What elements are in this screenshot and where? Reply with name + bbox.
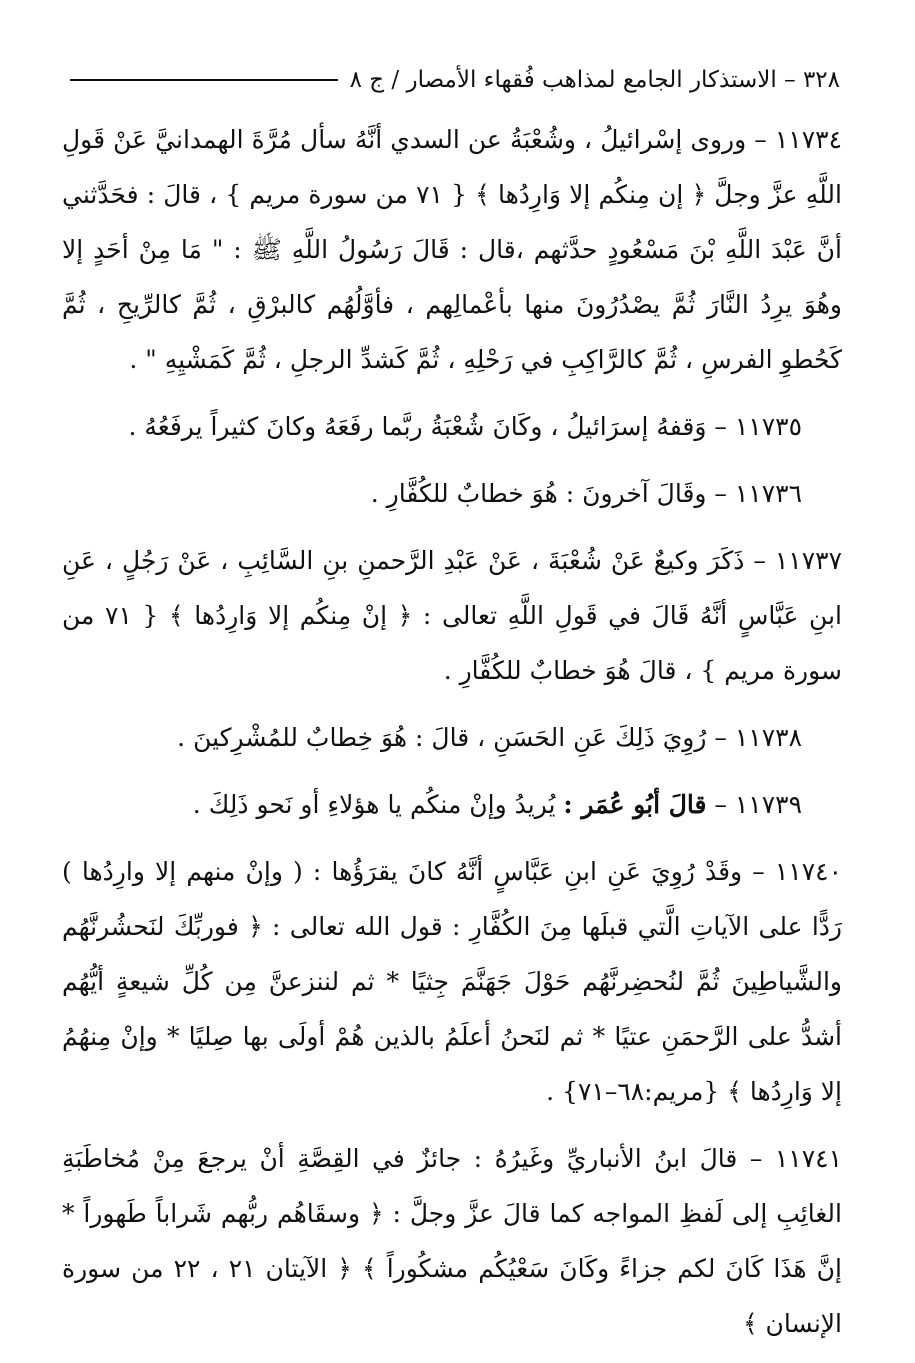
running-header bbox=[70, 58, 840, 102]
author-attribution: قالَ أبُو عُمَر : bbox=[563, 790, 707, 819]
paragraph-11740: ١١٧٤٠ – وقَدْ رُوِيَ عَنِ ابنِ عَبَّاسٍ أنَّهُ كانَ يقرَؤُها : ( وإنْ منهم إلا وارِدُها ) رَدًّا على الآياتِ الَّتي قبلَها مِنَ الكُفَّارِ : قول الله تعالى : ﴿ فوربِّكَ لنَحشُرنَّهُم والشَّياطِينَ ثُمَّ لنُحضِرنَّهُم حَوْلَ جَهَنَّمَ جِثيًا * ثم لننزعنَّ مِن كُلِّ شيعةٍ أيُّهُم أشدُّ على الرَّحمَنِ عتيًا * ثم لنَحنُ أعلَمُ بالذين هُمْ أولَى بها صِليًا * وإنْ مِنهُمُ إلا وَارِدُها ﴾ {مريم:٦٨–٧١} . bbox=[62, 857, 842, 1106]
paragraph-11741: ١١٧٤١ – قالَ ابنُ الأنباريِّ وغَيرُهُ : جائزٌ في القِصَّةِ أنْ يرجعَ مِنْ مُخاطَبَةِ الغائِبِ إلى لَفظِ المواجه كما قالَ عزَّ وجلَّ : ﴿ وسقَاهُم ربُّهم شَراباً طَهوراً * إنَّ هَذَا كَانَ لكم جزاءً وكَانَ سَعْيُكُم مشكُوراً ﴾ ﴿ الآيتان ٢١ ، ٢٢ من سورة الإنسان ﴾ bbox=[62, 1144, 842, 1338]
page-body bbox=[62, 112, 842, 1363]
paragraph-11737: ١١٧٣٧ – ذَكَرَ وكيعٌ عَنْ شُعْبَةَ ، عَنْ عَبْدِ الرَّحمنِ بنِ السَّائِبِ ، عَنْ رَجُلٍ ، عَنِ ابنِ عَبَّاسٍ أنَّهُ قَالَ في قَولِ اللَّهِ تعالى : ﴿ إنْ مِنكُم إلا وَارِدُها ﴾ { ٧١ من سورة مريم } ، قالَ هُوَ خطابٌ للكُفَّارِ . bbox=[62, 546, 842, 685]
paragraph-11739 bbox=[62, 777, 842, 832]
paragraph-11734: ١١٧٣٤ – وروى إسْرائيلُ ، وشُعْبَةُ عن السدي أنَّهُ سأل مُرَّةَ الهمدانيَّ عَنْ قَولِ اللَّهِ عزَّ وجلَّ ﴿ إن مِنكُم إلا وَارِدُها ﴾ { ٧١ من سورة مريم } ، قالَ : فحَدَّثني أنَّ عَبْدَ اللَّهِ بْنَ مَسْعُودٍ حدَّثهم ،قال : قَالَ رَسُولُ اللَّهِ ﷺ : " مَا مِنْ أحَدٍ إلا وهُوَ يرِدُ النَّارَ ثُمَّ يصْدُرُونَ منها بأعْمالِهم ، فأوَّلُهُم كالبرْقِ ، ثُمَّ كالرِّيحِ ، ثُمَّ كَحُطوِ الفرسِ ، ثُمَّ كالرَّاكِبِ في رَحْلِهِ ، ثُمَّ كَشدِّ الرجلِ ، ثُمَّ كَمَشْيِهِ " . bbox=[62, 125, 842, 374]
paragraph-11739-text: ١١٧٣٩ – قالَ أبُو عُمَر : يُريدُ وإنْ منكُم يا هؤلاءِ أو نَحو ذَلِكَ . bbox=[192, 790, 802, 819]
paragraph-11738: ١١٧٣٨ – رُوِيَ ذَلِكَ عَنِ الحَسَنِ ، قالَ : هُوَ خِطابٌ للمُشْرِكينَ . bbox=[177, 723, 802, 752]
paragraph-11736: ١١٧٣٦ – وقَالَ آخرونَ : هُوَ خطابٌ للكُفَّارِ . bbox=[370, 479, 802, 508]
paragraph-11735: ١١٧٣٥ – وَقفهُ إسرَائيلُ ، وكَانَ شُعْبَةُ ربَّما رفَعَهُ وكانَ كثيراً يرفَعُهُ . bbox=[128, 412, 802, 441]
header-title: ٣٢٨ – الاستذكار الجامع لمذاهب فُقهاء الأمصار / ج ٨ bbox=[349, 67, 840, 93]
header-rule bbox=[70, 79, 338, 81]
